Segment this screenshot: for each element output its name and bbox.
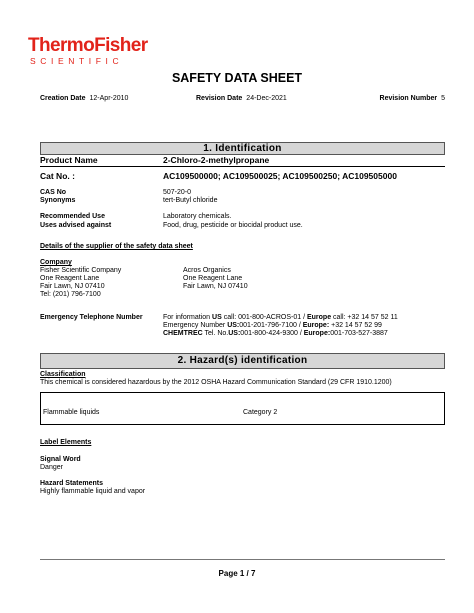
revision-number — [380, 95, 445, 102]
emergency-number-line: Emergency Number US:001-201-796-7100 / Europe: +32 14 57 52 99 — [163, 322, 382, 329]
emergency-phone-label: Emergency Telephone Number — [40, 314, 143, 321]
company-line: Fair Lawn, NJ 07410 — [40, 283, 105, 290]
section-2-heading: 2. Hazard(s) identification — [40, 353, 445, 369]
hazard-category: Category 2 — [243, 409, 278, 416]
product-name-value: 2-Chloro-2-methylpropane — [163, 155, 270, 165]
acros-line: One Reagent Lane — [183, 275, 243, 282]
cas-label: CAS No — [40, 189, 67, 196]
emergency-info-line: For information US call: 001-800-ACROS-01 / Europe call: +32 14 57 52 11 — [163, 314, 398, 321]
footer-rule — [40, 559, 445, 560]
signal-word-value: Danger — [40, 464, 63, 471]
classification-text: This chemical is considered hazardous by the 2012 OSHA Hazard Communication Standard (29 CFR 1910.1200) — [40, 379, 392, 386]
section-1-heading: 1. Identification — [40, 142, 445, 155]
cas-value: 507-20-0 — [163, 189, 192, 196]
synonyms-label: Synonyms — [40, 197, 76, 204]
revision-number-value: 5 — [441, 95, 445, 102]
acros-line: Fair Lawn, NJ 07410 — [183, 283, 248, 290]
hazard-class: Flammable liquids — [43, 409, 100, 416]
uses-advised-against-value: Food, drug, pesticide or biocidal product use. — [163, 222, 303, 229]
revision-number-label: Revision Number — [379, 95, 438, 102]
classification-label: Classification — [40, 371, 86, 378]
revision-date-label: Revision Date — [196, 95, 243, 102]
hazard-statements-value: Highly flammable liquid and vapor — [40, 488, 146, 495]
product-name-rule — [40, 166, 445, 167]
cat-no-value: AC109500000; AC109500025; AC109500250; AC109505000 — [163, 171, 397, 181]
product-name-label: Product Name — [40, 155, 98, 165]
company-line: Fisher Scientific Company — [40, 267, 122, 274]
company-line: One Reagent Lane — [40, 275, 100, 282]
synonyms-value: tert-Butyl chloride — [163, 197, 218, 204]
acros-line: Acros Organics — [183, 267, 231, 274]
thermo-fisher-logo — [28, 36, 148, 66]
supplier-heading: Details of the supplier of the safety data sheet — [40, 243, 193, 250]
signal-word-label: Signal Word — [40, 456, 81, 463]
page-number: Page 1 / 7 — [218, 569, 256, 578]
logo-main-text: ThermoFisher — [28, 35, 148, 56]
revision-date — [196, 95, 287, 102]
chemtrec-line: CHEMTREC Tel. No.US:001-800-424-9300 / Europe:001-703-527-3887 — [163, 330, 388, 337]
company-label: Company — [40, 259, 72, 266]
logo-sub-text: SCIENTIFIC — [30, 56, 124, 66]
document-title: SAFETY DATA SHEET — [171, 71, 303, 85]
creation-date — [40, 95, 128, 102]
creation-date-label: Creation Date — [40, 95, 86, 102]
recommended-use-value: Laboratory chemicals. — [163, 213, 232, 220]
company-line: Tel: (201) 796-7100 — [40, 291, 101, 298]
cat-no-label: Cat No. : — [40, 171, 75, 181]
uses-advised-against-label: Uses advised against — [40, 222, 112, 229]
hazard-statements-label: Hazard Statements — [40, 480, 104, 487]
revision-date-value: 24-Dec-2021 — [246, 95, 287, 102]
creation-date-value: 12-Apr-2010 — [89, 95, 129, 102]
label-elements-heading: Label Elements — [40, 439, 92, 446]
recommended-use-label: Recommended Use — [40, 213, 105, 220]
